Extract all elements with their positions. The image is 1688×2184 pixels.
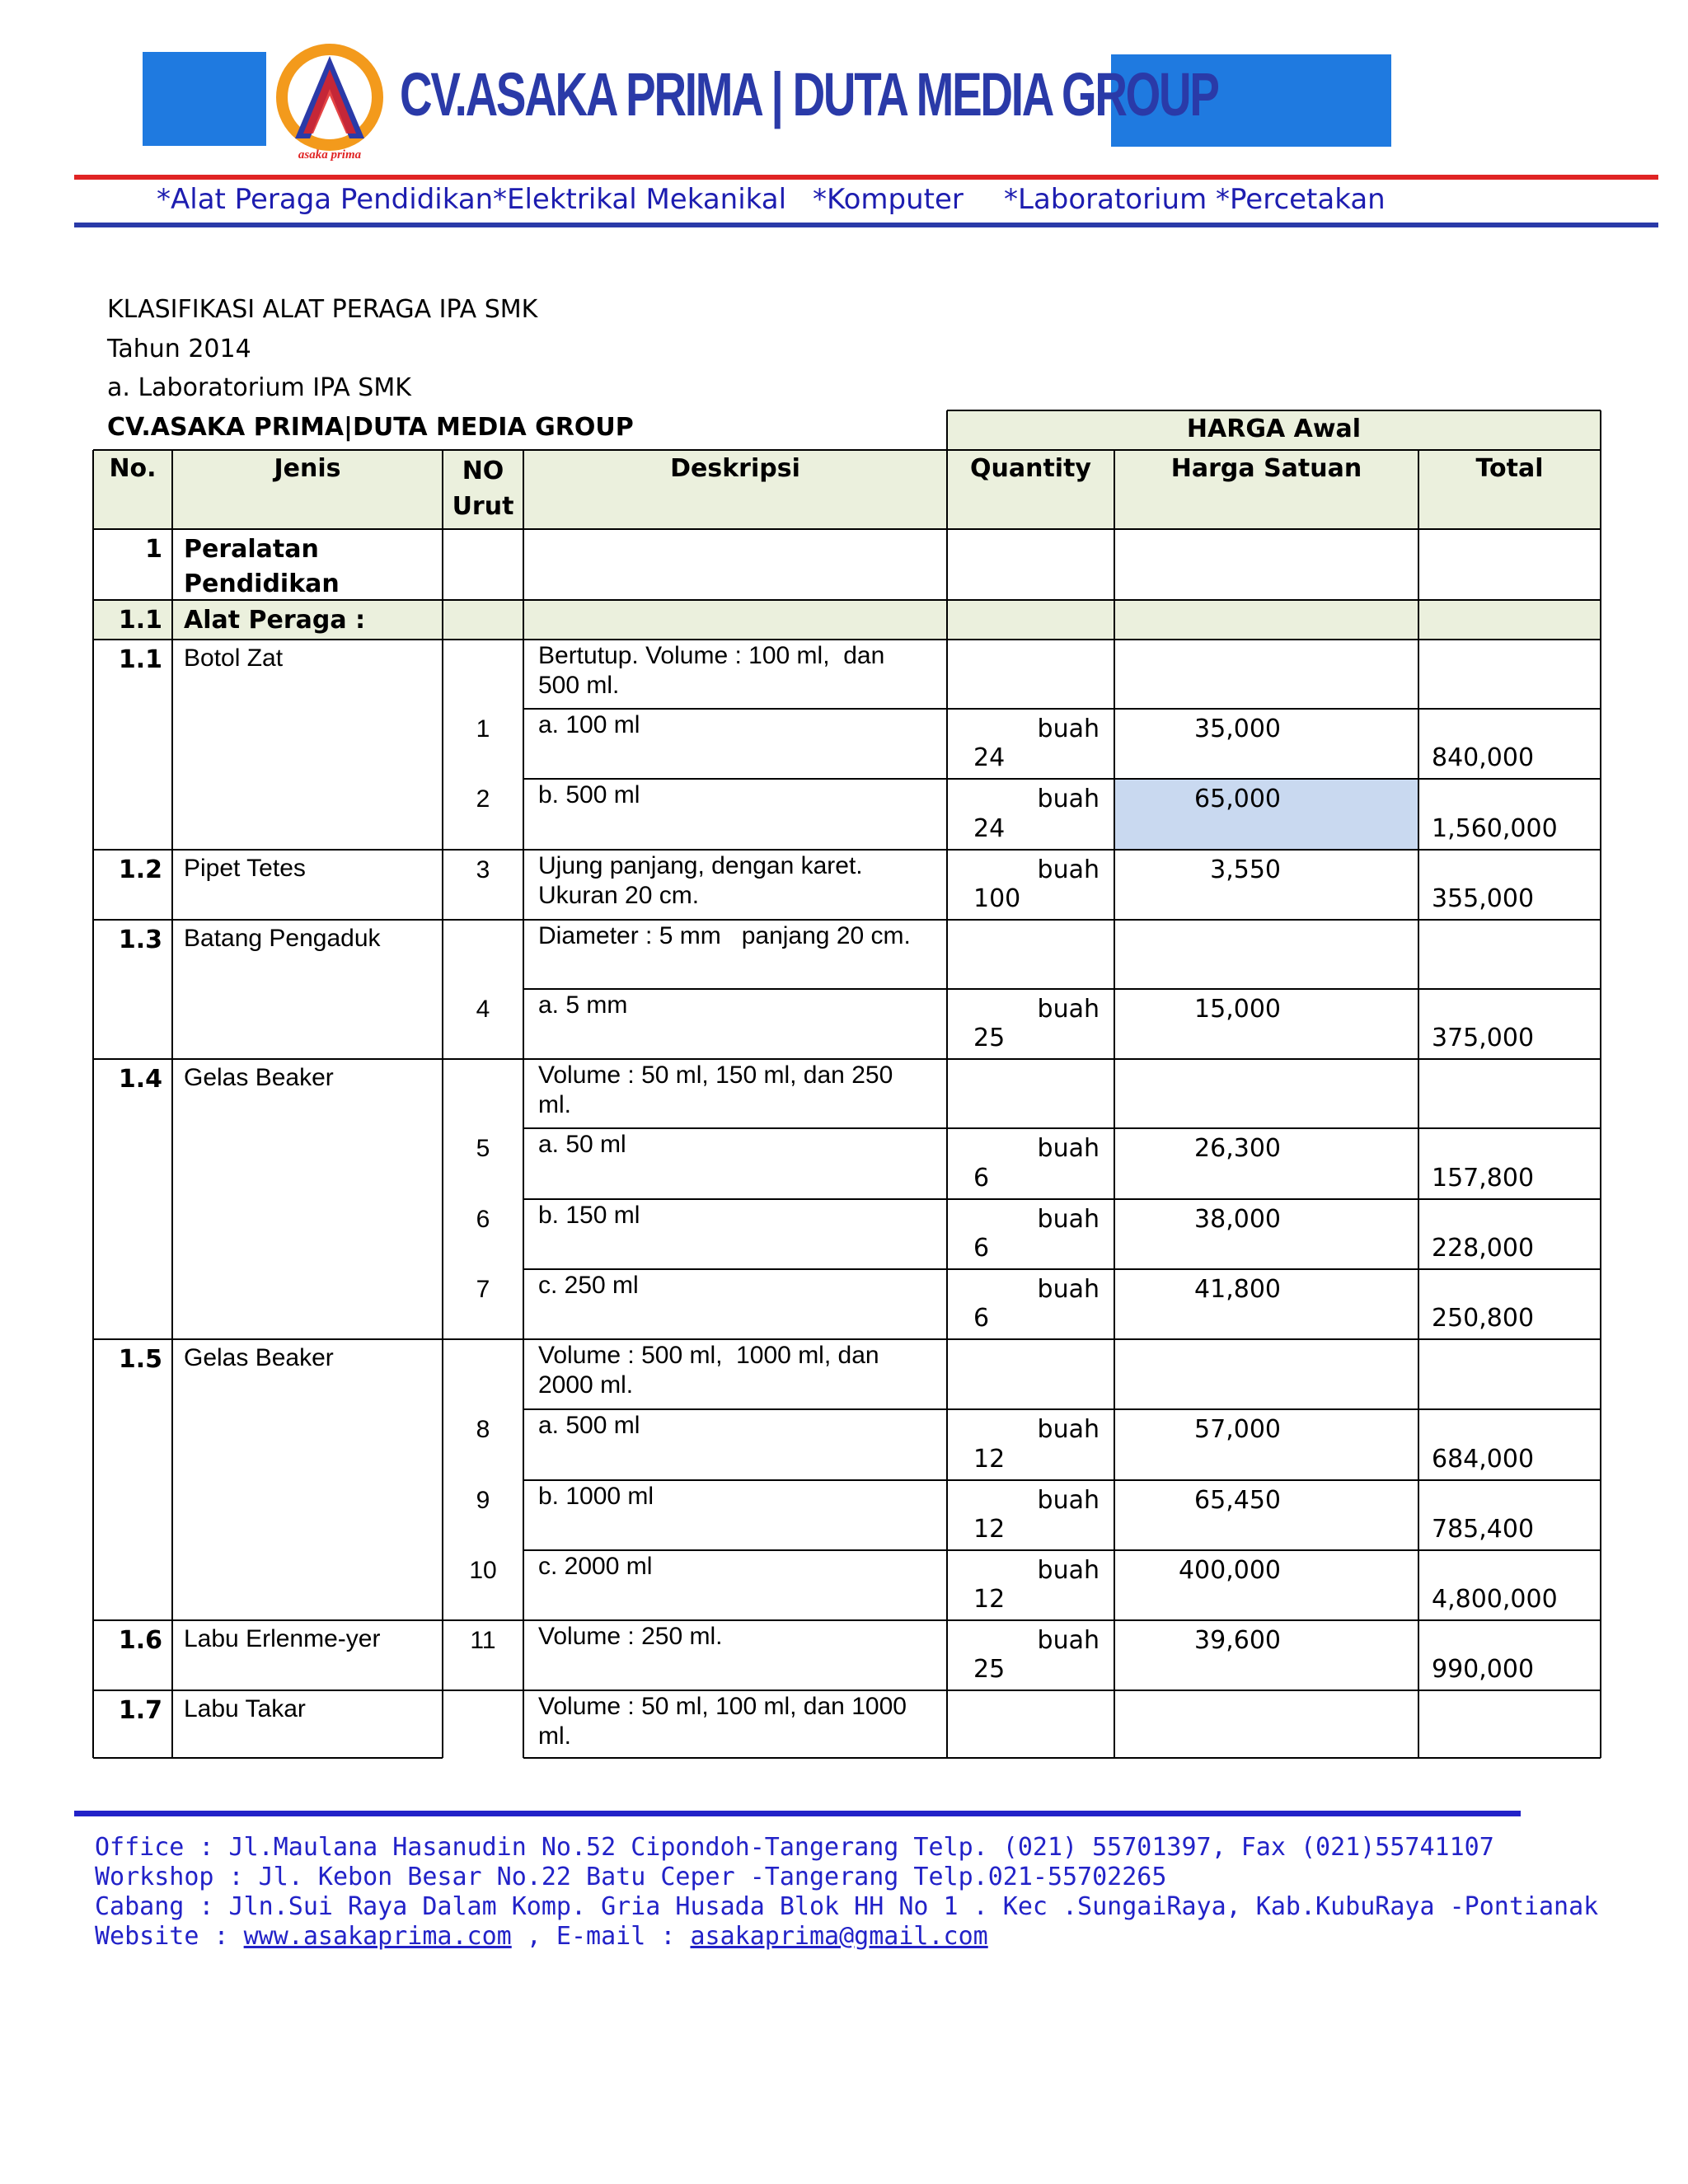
row-quantity: 100 [973,884,1021,913]
row-harga-satuan: 57,000 [1194,1415,1281,1444]
row-unit: buah [1037,1486,1100,1515]
row-total: 4,800,000 [1432,1585,1558,1614]
row-deskripsi: b. 1000 ml [538,1483,654,1510]
row-quantity: 12 [973,1585,1006,1614]
row-quantity: 6 [973,1164,990,1193]
row-quantity: 25 [973,1655,1006,1684]
col-header-no: No. [109,454,157,483]
row-unit: buah [1037,715,1100,743]
row-unit: buah [1037,855,1100,884]
row-jenis: Gelas Beaker [184,1064,334,1091]
footer-cabang: Cabang : Jln.Sui Raya Dalam Komp. Gria Husada Blok HH No 1 . Kec .SungaiRaya, Kab.KubuRaya -Pontianak [95,1892,1599,1921]
row-no: 1.1 [118,606,162,635]
row-total: 1,560,000 [1432,814,1558,843]
row-deskripsi: Ujung panjang, dengan karet. Ukuran 20 cm. [538,852,863,909]
row-deskripsi: b. 500 ml [538,781,640,808]
row-no-urut: 6 [476,1206,490,1233]
row-jenis: Gelas Beaker [184,1344,334,1371]
row-deskripsi: a. 5 mm [538,991,628,1019]
row-no: 1.6 [118,1626,162,1655]
doc-year: Tahun 2014 [107,335,251,363]
website-link[interactable]: www.asakaprima.com [243,1922,512,1951]
row-no: 1.7 [118,1696,162,1725]
row-total: 228,000 [1432,1234,1535,1263]
row-deskripsi: a. 50 ml [538,1131,626,1158]
row-total: 785,400 [1432,1515,1535,1544]
row-no-urut: 2 [476,785,490,813]
row-harga-satuan: 15,000 [1194,995,1281,1024]
row-unit: buah [1037,1415,1100,1444]
row-deskripsi: a. 100 ml [538,711,640,738]
row-jenis: Labu Takar [184,1695,306,1722]
group-header-harga-awal: HARGA Awal [1186,415,1362,443]
row-harga-satuan: 65,000 [1194,785,1281,813]
row-deskripsi: a. 500 ml [538,1412,640,1439]
footer-office: Office : Jl.Maulana Hasanudin No.52 Cipondoh-Tangerang Telp. (021) 55701397, Fax (021)55741107 [95,1833,1494,1862]
row-unit: buah [1037,1626,1100,1655]
service-elektrikal: *Elektrikal Mekanikal [493,183,787,216]
row-jenis: Peralatan Pendidikan [184,535,340,598]
logo-text: asaka prima [298,148,362,162]
row-quantity: 25 [973,1024,1006,1052]
row-harga-satuan: 41,800 [1194,1275,1281,1304]
row-no: 1.3 [118,926,162,954]
row-total: 684,000 [1432,1445,1535,1474]
row-jenis: Botol Zat [184,644,284,672]
row-no-urut: 3 [476,856,490,883]
col-header-no-urut: NO Urut [452,457,514,521]
row-quantity: 24 [973,814,1006,843]
row-quantity: 12 [973,1515,1006,1544]
row-total: 375,000 [1432,1024,1535,1052]
row-no-urut: 11 [470,1627,496,1654]
row-unit: buah [1037,995,1100,1024]
row-harga-satuan: 38,000 [1194,1205,1281,1234]
row-unit: buah [1037,785,1100,813]
row-no-urut: 10 [469,1557,497,1584]
row-harga-satuan: 400,000 [1178,1556,1281,1585]
row-jenis: Labu Erlenme-yer [184,1625,381,1652]
row-no-urut: 8 [476,1416,490,1443]
row-no-urut: 9 [476,1487,490,1514]
row-total: 157,800 [1432,1164,1535,1193]
row-quantity: 6 [973,1234,990,1263]
row-deskripsi: Volume : 50 ml, 150 ml, dan 250 ml. [538,1062,893,1118]
row-total: 840,000 [1432,743,1535,772]
service-laboratorium: *Laboratorium *Percetakan [1004,183,1386,216]
row-deskripsi: b. 150 ml [538,1202,640,1229]
row-no: 1 [145,535,162,564]
row-deskripsi: Diameter : 5 mm panjang 20 cm. [538,922,911,949]
row-no-urut: 1 [476,715,490,743]
row-harga-satuan: 65,450 [1194,1486,1281,1515]
row-no: 1.5 [118,1345,162,1374]
row-jenis: Pipet Tetes [184,855,306,882]
footer-workshop: Workshop : Jl. Kebon Besar No.22 Batu Ceper -Tangerang Telp.021-55702265 [95,1863,1167,1891]
col-header-total: Total [1475,454,1544,483]
row-unit: buah [1037,1134,1100,1163]
service-alat-peraga: *Alat Peraga Pendidikan [157,183,494,216]
row-deskripsi: Volume : 250 ml. [538,1623,723,1650]
row-harga-satuan: 39,600 [1194,1626,1281,1655]
footer-email-label: , E-mail : [511,1922,691,1951]
row-deskripsi: c. 2000 ml [538,1553,653,1580]
row-deskripsi: Bertutup. Volume : 100 ml, dan 500 ml. [538,642,885,699]
row-deskripsi: Volume : 50 ml, 100 ml, dan 1000 ml. [538,1693,907,1750]
row-total: 355,000 [1432,884,1535,913]
row-unit: buah [1037,1275,1100,1304]
doc-section: a. Laboratorium IPA SMK [107,373,411,402]
footer-contact [95,1922,988,1951]
col-header-quantity: Quantity [970,454,1091,483]
row-jenis: Alat Peraga : [184,606,366,635]
row-quantity: 12 [973,1445,1006,1474]
doc-title: KLASIFIKASI ALAT PERAGA IPA SMK [107,295,538,324]
row-deskripsi: c. 250 ml [538,1272,639,1299]
col-header-deskripsi: Deskripsi [670,454,800,483]
row-no-urut: 5 [476,1135,490,1162]
doc-company: CV.ASAKA PRIMA|DUTA MEDIA GROUP [107,413,634,442]
row-harga-satuan: 35,000 [1194,715,1281,743]
row-no-urut: 7 [476,1276,490,1303]
row-quantity: 6 [973,1304,990,1333]
row-no: 1.2 [118,855,162,884]
row-harga-satuan: 26,300 [1194,1134,1281,1163]
row-deskripsi: Volume : 500 ml, 1000 ml, dan 2000 ml. [538,1342,879,1399]
col-header-harga-satuan: Harga Satuan [1170,454,1362,483]
email-link[interactable]: asakaprima@gmail.com [690,1922,988,1951]
footer-rule [74,1811,1521,1816]
row-no: 1.1 [118,645,162,674]
row-harga-satuan: 3,550 [1210,855,1281,884]
row-total: 250,800 [1432,1304,1535,1333]
row-no: 1.4 [118,1065,162,1094]
row-total: 990,000 [1432,1655,1535,1684]
row-unit: buah [1037,1205,1100,1234]
row-quantity: 24 [973,743,1006,772]
row-no-urut: 4 [476,996,490,1023]
row-jenis: Batang Pengaduk [184,925,381,952]
service-komputer: *Komputer [813,183,964,216]
footer-website-label: Website : [95,1922,244,1951]
col-header-jenis: Jenis [274,454,341,483]
row-unit: buah [1037,1556,1100,1585]
company-name: CV.ASAKA PRIMA | DUTA MEDIA GROUP [400,60,1218,129]
